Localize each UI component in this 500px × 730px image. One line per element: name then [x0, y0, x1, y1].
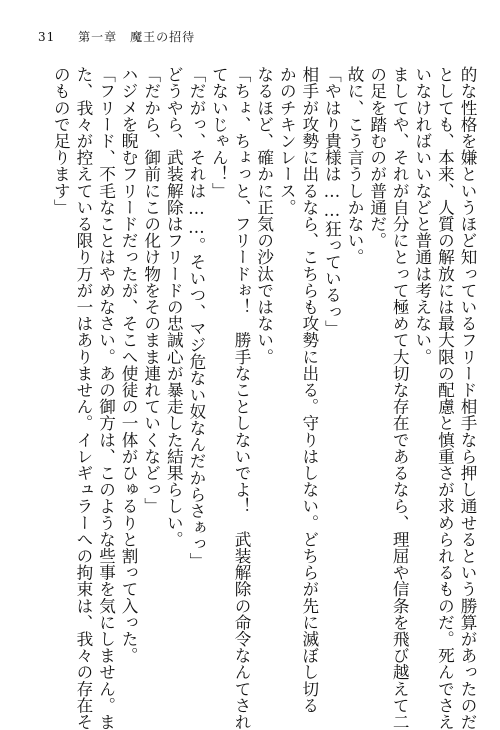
text-line: の足を踏むのが普通だ。 [367, 66, 387, 249]
text-line: としても、本来、人質の解放には最大限の配慮と慎重さが求められるものだ。死んでさえ [435, 66, 455, 730]
text-line: てないじゃん！」 [209, 66, 229, 199]
text-line: どうやら、武装解除はフリードの忠誠心が暴走した結果らしい。 [164, 66, 184, 548]
text-line: ましてや、それが自分にとって極めて大切な存在であるなら、理屈や信条を飛び越えて二 [390, 66, 410, 730]
text-line: ハジメを睨むフリードだったが、そこへ使徒の一体がひゅるりと割って入った。 [119, 66, 139, 664]
body-text [49, 66, 478, 730]
text-line: 故に、こう言うしかない。 [345, 66, 365, 266]
chapter-title: 第一章 魔王の招待 [78, 30, 196, 44]
text-line: 「だから、御前にこの化け物をそのまま連れていくなどっ」 [141, 66, 161, 515]
text-line: 「だがっ、それは……。そいつ、マジ危ない奴なんだからさぁっ」 [186, 66, 206, 569]
text-line: 「ちょ、ちょっと、フリードぉ！ 勝手なことしないでよ！ 武装解除の命令なんてされ [232, 66, 252, 730]
text-line: いなければいいなどと普通は考えない。 [412, 66, 432, 365]
text-line: かのチキンレース。 [277, 66, 297, 216]
text-line: 「やはり貴様は……狂っているっ」 [322, 66, 342, 337]
text-line: 相手が攻勢に出るなら、こちらも攻勢に出る。守りはしない。どちらが先に滅ぼし切る [299, 66, 319, 714]
text-line: のもので足ります」 [51, 66, 71, 216]
page-number: 31 [38, 30, 56, 44]
text-line: 「フリード、不毛なことはやめなさい。あの御方は、このような些事を気にしません。ま [96, 66, 116, 730]
page-header [38, 28, 195, 45]
text-line: た、我々が控えている限り万が一はありません。イレギュラーへの拘束は、我々の存在そ [73, 66, 93, 730]
text-line: 的な性格を嫌というほど知っているフリード相手なら押し通せるという勝算があったのだ [458, 66, 477, 730]
text-line: なるほど、確かに正気の沙汰ではない。 [254, 66, 274, 365]
